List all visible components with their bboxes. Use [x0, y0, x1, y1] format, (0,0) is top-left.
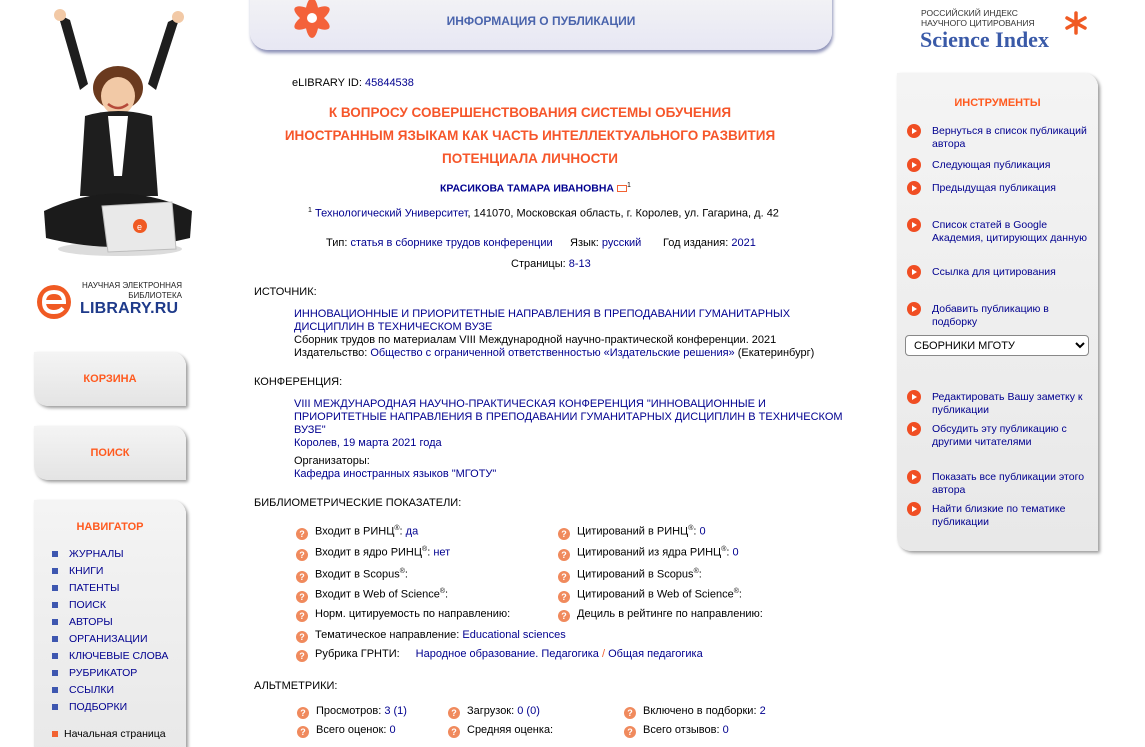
- nav-item-keywords[interactable]: КЛЮЧЕВЫЕ СЛОВА: [52, 649, 168, 663]
- language-link[interactable]: русский: [601, 237, 642, 249]
- bullet-icon: [52, 731, 58, 737]
- publication-language: Язык: русский: [570, 237, 642, 249]
- alt-views: ? Просмотров: 3 (1): [297, 705, 407, 719]
- help-icon[interactable]: ?: [624, 726, 636, 738]
- bullet-icon: [52, 602, 58, 608]
- source-heading: ИСТОЧНИК:: [254, 286, 317, 298]
- author-link[interactable]: КРАСИКОВА ТАМАРА ИВАНОВНА: [440, 182, 615, 195]
- metric-rinc-core: ? Входит в ядро РИНЦ®: нет: [296, 546, 450, 561]
- author-line: КРАСИКОВА ТАМАРА ИВАНОВНА $^1$: [440, 182, 631, 195]
- nav-item-authors[interactable]: АВТОРЫ: [52, 615, 113, 629]
- asterisk-icon: [1064, 11, 1088, 35]
- bullet-icon: [52, 568, 58, 574]
- nav-item-journals[interactable]: ЖУРНАЛЫ: [52, 547, 124, 561]
- help-icon[interactable]: ?: [558, 528, 570, 540]
- tools-panel: [897, 73, 1098, 551]
- tool-similar-publications[interactable]: Найти близкие по тематике публикации: [907, 503, 1092, 529]
- bullet-icon: [52, 704, 58, 710]
- alt-collections: ? Включено в подборки: 2: [624, 705, 766, 719]
- nav-item-books[interactable]: КНИГИ: [52, 564, 103, 578]
- nav-item-search[interactable]: ПОИСК: [52, 598, 106, 612]
- tool-google-scholar[interactable]: Список статей в Google Академия, цитирующих данную: [907, 219, 1092, 245]
- help-icon[interactable]: ?: [558, 591, 570, 603]
- metric-grnti: ? Рубрика ГРНТИ: Народное образование. Педагогика / Общая педагогика: [296, 648, 703, 662]
- organizer-link[interactable]: Кафедра иностранных языков "МГОТУ": [294, 468, 497, 480]
- alt-average: ? Средняя оценка:: [448, 724, 553, 738]
- elibrary-id-link[interactable]: 45844538: [364, 77, 414, 89]
- help-icon[interactable]: ?: [296, 549, 308, 561]
- nav-item-home[interactable]: Начальная страница: [52, 727, 166, 741]
- conference-heading: КОНФЕРЕНЦИЯ:: [254, 376, 343, 388]
- search-button[interactable]: ПОИСК: [34, 426, 186, 480]
- affiliation: $^1$ Технологический Университет, 141070, Московская область, г. Королев, ул. Гагарина, д. 42: [308, 207, 779, 220]
- arrow-right-icon: [907, 470, 921, 484]
- publication-type: Тип: статья в сборнике трудов конференции: [326, 237, 553, 249]
- metric-norm-citation: ? Норм. цитируемость по направлению:: [296, 608, 510, 622]
- conference-place-date: Королев, 19 марта 2021 года: [294, 437, 442, 449]
- elibrary-id: eLIBRARY ID: 45844538: [292, 77, 414, 89]
- publisher-link[interactable]: Общество с ограниченной ответственностью «Издательские решения»: [370, 347, 735, 359]
- bullet-icon: [52, 687, 58, 693]
- tool-previous-publication[interactable]: Предыдущая публикация: [907, 182, 1092, 195]
- affiliation-org-link[interactable]: Технологический Университет: [314, 207, 468, 220]
- help-icon[interactable]: ?: [558, 549, 570, 561]
- metric-cit-scopus: ? Цитирований в Scopus®:: [558, 568, 702, 583]
- conference-block: VIII МЕЖДУНАРОДНАЯ НАУЧНО-ПРАКТИЧЕСКАЯ КОНФЕРЕНЦИЯ "ИННОВАЦИОННЫЕ И ПРИОРИТЕТНЫЕ НАПРАВЛЕНИЯ В ПРЕПОДАВАНИИ ГУМАНИТАРНЫХ ДИСЦИПЛИН В ТЕХНИЧЕСКОМ ВУЗЕ" Королев, 19 марта 2021 года Организаторы: Кафедра иностранных языков "МГОТУ": [294, 398, 843, 480]
- arrow-right-icon: [907, 302, 921, 316]
- arrow-right-icon: [907, 502, 921, 516]
- cart-button[interactable]: КОРЗИНА: [34, 352, 186, 406]
- nav-item-links[interactable]: ССЫЛКИ: [52, 683, 114, 697]
- help-icon[interactable]: ?: [558, 610, 570, 622]
- metric-decile: ? Дециль в рейтинге по направлению:: [558, 608, 763, 622]
- pages-value: 8-13: [568, 258, 591, 270]
- svg-text:e: e: [137, 222, 143, 232]
- tool-next-publication[interactable]: Следующая публикация: [907, 159, 1092, 172]
- bullet-icon: [52, 636, 58, 642]
- type-link[interactable]: статья в сборнике трудов конференции: [350, 237, 553, 249]
- conference-title-link[interactable]: VIII МЕЖДУНАРОДНАЯ НАУЧНО-ПРАКТИЧЕСКАЯ КОНФЕРЕНЦИЯ "ИННОВАЦИОННЫЕ И ПРИОРИТЕТНЫЕ НАПРАВЛЕНИЯ В ПРЕПОДАВАНИИ ГУМАНИТАРНЫХ ДИСЦИПЛИН В ТЕХНИЧЕСКОМ ВУЗЕ": [294, 398, 843, 436]
- arrow-right-icon: [907, 390, 921, 404]
- elibrary-e-icon: [36, 280, 74, 322]
- collections-select[interactable]: [905, 335, 1089, 356]
- help-icon[interactable]: ?: [297, 726, 309, 738]
- bullet-icon: [52, 551, 58, 557]
- help-icon[interactable]: ?: [296, 591, 308, 603]
- tool-back-to-author-list[interactable]: Вернуться в список публикаций автора: [907, 125, 1092, 151]
- tool-citation-link[interactable]: Ссылка для цитирования: [907, 266, 1092, 279]
- publication-pages: Страницы: 8-13: [511, 258, 591, 270]
- navigator-panel: [34, 500, 186, 747]
- nav-item-patents[interactable]: ПАТЕНТЫ: [52, 581, 119, 595]
- elibrary-logo[interactable]: [36, 278, 186, 328]
- help-icon[interactable]: ?: [624, 707, 636, 719]
- nav-item-organizations[interactable]: ОРГАНИЗАЦИИ: [52, 632, 148, 646]
- help-icon[interactable]: ?: [448, 726, 460, 738]
- bullet-icon: [52, 653, 58, 659]
- flower-decoration-icon: [280, 0, 350, 46]
- tool-author-publications[interactable]: Показать все публикации этого автора: [907, 471, 1092, 497]
- navigator-title: НАВИГАТОР: [76, 521, 144, 533]
- metric-rinc-in: ? Входит в РИНЦ®: да: [296, 525, 418, 540]
- alt-ratings: ? Всего оценок: 0: [297, 724, 396, 738]
- bullet-icon: [52, 670, 58, 676]
- tools-title: ИНСТРУМЕНТЫ: [954, 97, 1041, 109]
- arrow-right-icon: [907, 265, 921, 279]
- publication-title: К ВОПРОСУ СОВЕРШЕНСТВОВАНИЯ СИСТЕМЫ ОБУЧЕНИЯ ИНОСТРАННЫМ ЯЗЫКАМ КАК ЧАСТЬ ИНТЕЛЛЕКТУАЛЬНОГО РАЗВИТИЯ ПОТЕНЦИАЛА ЛИЧНОСТИ: [284, 105, 776, 166]
- mail-icon[interactable]: [617, 185, 627, 192]
- help-icon[interactable]: ?: [296, 571, 308, 583]
- arrow-right-icon: [907, 124, 921, 138]
- science-index-logo[interactable]: РОССИЙСКИЙ ИНДЕКС НАУЧНОГО ЦИТИРОВАНИЯ Science Index: [918, 6, 1093, 56]
- elibrary-name: LIBRARY.RU: [80, 300, 179, 317]
- source-title-link[interactable]: ИННОВАЦИОННЫЕ И ПРИОРИТЕТНЫЕ НАПРАВЛЕНИЯ В ПРЕПОДАВАНИИ ГУМАНИТАРНЫХ ДИСЦИПЛИН В ТЕХНИЧЕСКОМ ВУЗЕ: [294, 308, 791, 333]
- metric-wos: ? Входит в Web of Science®:: [296, 588, 448, 603]
- help-icon[interactable]: ?: [296, 528, 308, 540]
- altmetrics-heading: АЛЬТМЕТРИКИ:: [254, 680, 338, 692]
- arrow-right-icon: [907, 158, 921, 172]
- metric-cit-core: ? Цитирований из ядра РИНЦ®: 0: [558, 546, 739, 561]
- help-icon[interactable]: ?: [558, 571, 570, 583]
- hero-illustration: [30, 6, 195, 261]
- page-title: ИНФОРМАЦИЯ О ПУБЛИКАЦИИ: [446, 14, 636, 28]
- biblio-heading: БИБЛИОМЕТРИЧЕСКИЕ ПОКАЗАТЕЛИ:: [254, 497, 462, 509]
- help-icon[interactable]: ?: [296, 610, 308, 622]
- bullet-icon: [52, 585, 58, 591]
- help-icon[interactable]: ?: [297, 707, 309, 719]
- metric-cit-wos: ? Цитирований в Web of Science®:: [558, 588, 742, 603]
- arrow-right-icon: [907, 422, 921, 436]
- arrow-right-icon: [907, 181, 921, 195]
- elibrary-tagline-1: НАУЧНАЯ ЭЛЕКТРОННАЯ: [82, 281, 182, 290]
- metric-scopus: ? Входит в Scopus®:: [296, 568, 408, 583]
- source-block: ИННОВАЦИОННЫЕ И ПРИОРИТЕТНЫЕ НАПРАВЛЕНИЯ В ПРЕПОДАВАНИИ ГУМАНИТАРНЫХ ДИСЦИПЛИН В ТЕХНИЧЕСКОМ ВУЗЕ Сборник трудов по материалам VIII Международной научно-практической конференции. 2021 Издательство: Общество с ограниченной ответственностью «Издательские решения» (Екатеринбург): [294, 308, 815, 359]
- publication-year: Год издания: 2021: [663, 237, 756, 249]
- nav-item-rubricator[interactable]: РУБРИКАТОР: [52, 666, 137, 680]
- year-link[interactable]: 2021: [731, 237, 756, 249]
- tool-add-to-collection[interactable]: Добавить публикацию в подборку: [907, 303, 1092, 329]
- arrow-right-icon: [907, 218, 921, 232]
- metric-topic: ? Тематическое направление: Educational sciences: [296, 629, 566, 643]
- bullet-icon: [52, 619, 58, 625]
- nav-item-collections[interactable]: ПОДБОРКИ: [52, 700, 127, 714]
- help-icon[interactable]: ?: [296, 631, 308, 643]
- help-icon[interactable]: ?: [448, 707, 460, 719]
- help-icon[interactable]: ?: [296, 650, 308, 662]
- alt-reviews: ? Всего отзывов: 0: [624, 724, 729, 738]
- metric-cit-rinc: ? Цитирований в РИНЦ®: 0: [558, 525, 706, 540]
- tool-edit-note[interactable]: Редактировать Вашу заметку к публикации: [907, 391, 1092, 417]
- elibrary-tagline-2: БИБЛИОТЕКА: [128, 291, 182, 300]
- tool-discuss[interactable]: Обсудить эту публикацию с другими читателями: [907, 423, 1092, 449]
- alt-downloads: ? Загрузок: 0 (0): [448, 705, 540, 719]
